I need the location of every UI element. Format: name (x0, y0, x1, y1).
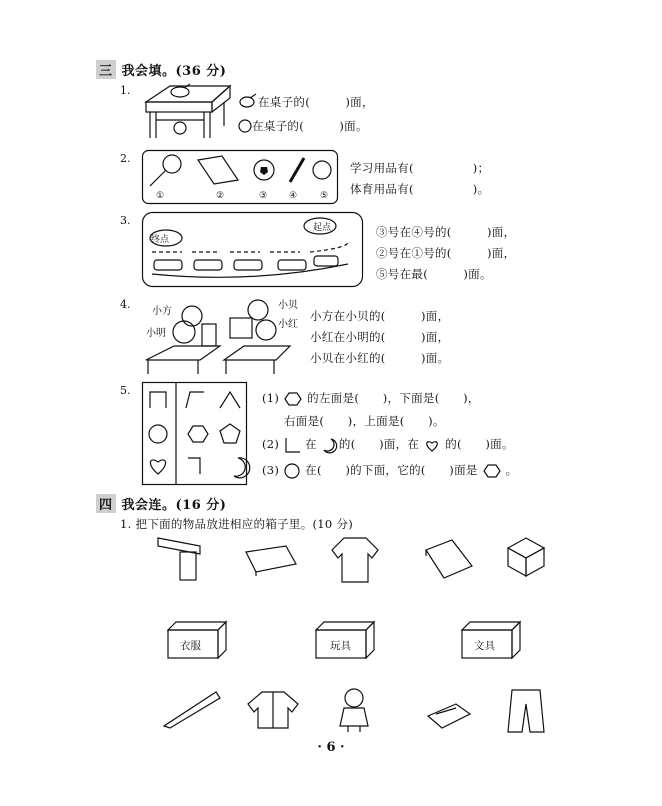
hexagon-icon (283, 392, 303, 406)
q5-part2-at: 在 (305, 437, 317, 451)
eraser-icon (242, 544, 298, 578)
circle-icon (283, 463, 301, 479)
label-xiaohong: 小红 (278, 319, 298, 330)
finish-label: 终点 (151, 235, 170, 245)
q2-number: 2. (120, 152, 131, 165)
q4-line3: 小贝在小红的( )面。 (310, 351, 450, 365)
section-4-heading: 我会连。(16 分) (121, 498, 227, 513)
q5-line2: 右面是( )，上面是( )。 (284, 414, 445, 428)
pencil-sharpener-icon (426, 700, 472, 730)
section-3-heading: 我会填。(36 分) (121, 64, 227, 79)
q1-line2: 在桌子的( )面。 (252, 119, 368, 133)
q1-number: 1. (120, 84, 131, 97)
jacket-icon (246, 690, 300, 730)
section-3-number: 三 (96, 60, 116, 79)
q5-part2-num: (2) (262, 437, 280, 451)
item-label-1: ① (156, 191, 165, 201)
label-xiaoming: 小明 (146, 328, 166, 339)
item-label-4: ④ (289, 191, 298, 201)
label-xiaofang: 小方 (152, 306, 172, 317)
q5-line4 (262, 462, 517, 479)
start-label: 起点 (313, 223, 332, 233)
item-label-3: ③ (259, 191, 268, 201)
trousers-icon (506, 688, 546, 734)
hexagon-answer-icon (482, 464, 502, 478)
q5-part2-end: 的( )面。 (445, 437, 514, 451)
table-illustration (140, 82, 240, 144)
q3-line1: ③号在④号的( )面， (376, 225, 516, 239)
heart-icon (423, 438, 441, 452)
section-4-number: 四 (96, 494, 116, 513)
book-icon (424, 538, 474, 582)
moon-icon (321, 438, 335, 452)
ball-icon (238, 119, 252, 133)
doll-icon (334, 686, 374, 734)
q4-line2: 小红在小明的( )面， (310, 330, 450, 344)
q5-part3-text: 在( )的下面，它的( )面是 (305, 463, 478, 477)
q5-line1 (262, 390, 480, 406)
stapler-icon (156, 532, 218, 582)
section-4-title (96, 494, 226, 513)
q5-part3-end: 。 (505, 463, 518, 477)
q4-number: 4. (120, 298, 131, 311)
angle-icon (283, 437, 301, 453)
box-label-toys: 玩具 (330, 640, 351, 652)
item-label-2: ② (216, 191, 225, 201)
pen-icon (162, 690, 224, 730)
q5-number: 5. (120, 384, 131, 397)
q2-items-box (142, 150, 338, 204)
q5-line3 (262, 436, 514, 453)
rubiks-cube-icon (504, 536, 546, 578)
item-label-5: ⑤ (320, 191, 329, 201)
q5-part3-num: (3) (262, 463, 280, 477)
q2-line1: 学习用品有( )； (350, 161, 490, 175)
sweater-icon (330, 534, 380, 584)
q2-line2: 体育用品有( )。 (350, 182, 490, 196)
q1-line1: 在桌子的( )面， (258, 95, 374, 109)
label-xiaobei: 小贝 (278, 300, 298, 311)
shapes-grid (142, 382, 248, 486)
section-3-title (96, 60, 226, 79)
q3-line3: ⑤号在最( )面。 (376, 267, 492, 281)
page-number: · 6 · (317, 740, 345, 755)
box-label-stationery: 文具 (474, 640, 495, 652)
q3-line2: ②号在①号的( )面， (376, 246, 516, 260)
box-label-clothes: 衣服 (180, 640, 201, 652)
q4-line1: 小方在小贝的( )面， (310, 309, 450, 323)
q5-part1-text: 的左面是( )，下面是( )， (307, 391, 480, 405)
q5-part2-text: 的( )面，在 (338, 437, 420, 451)
s4-q1-instruction: 1. 把下面的物品放进相应的箱子里。(10 分) (120, 517, 354, 531)
q3-number: 3. (120, 214, 131, 227)
rabbit-icon (238, 94, 258, 108)
q5-part1-num: (1) (262, 391, 280, 405)
